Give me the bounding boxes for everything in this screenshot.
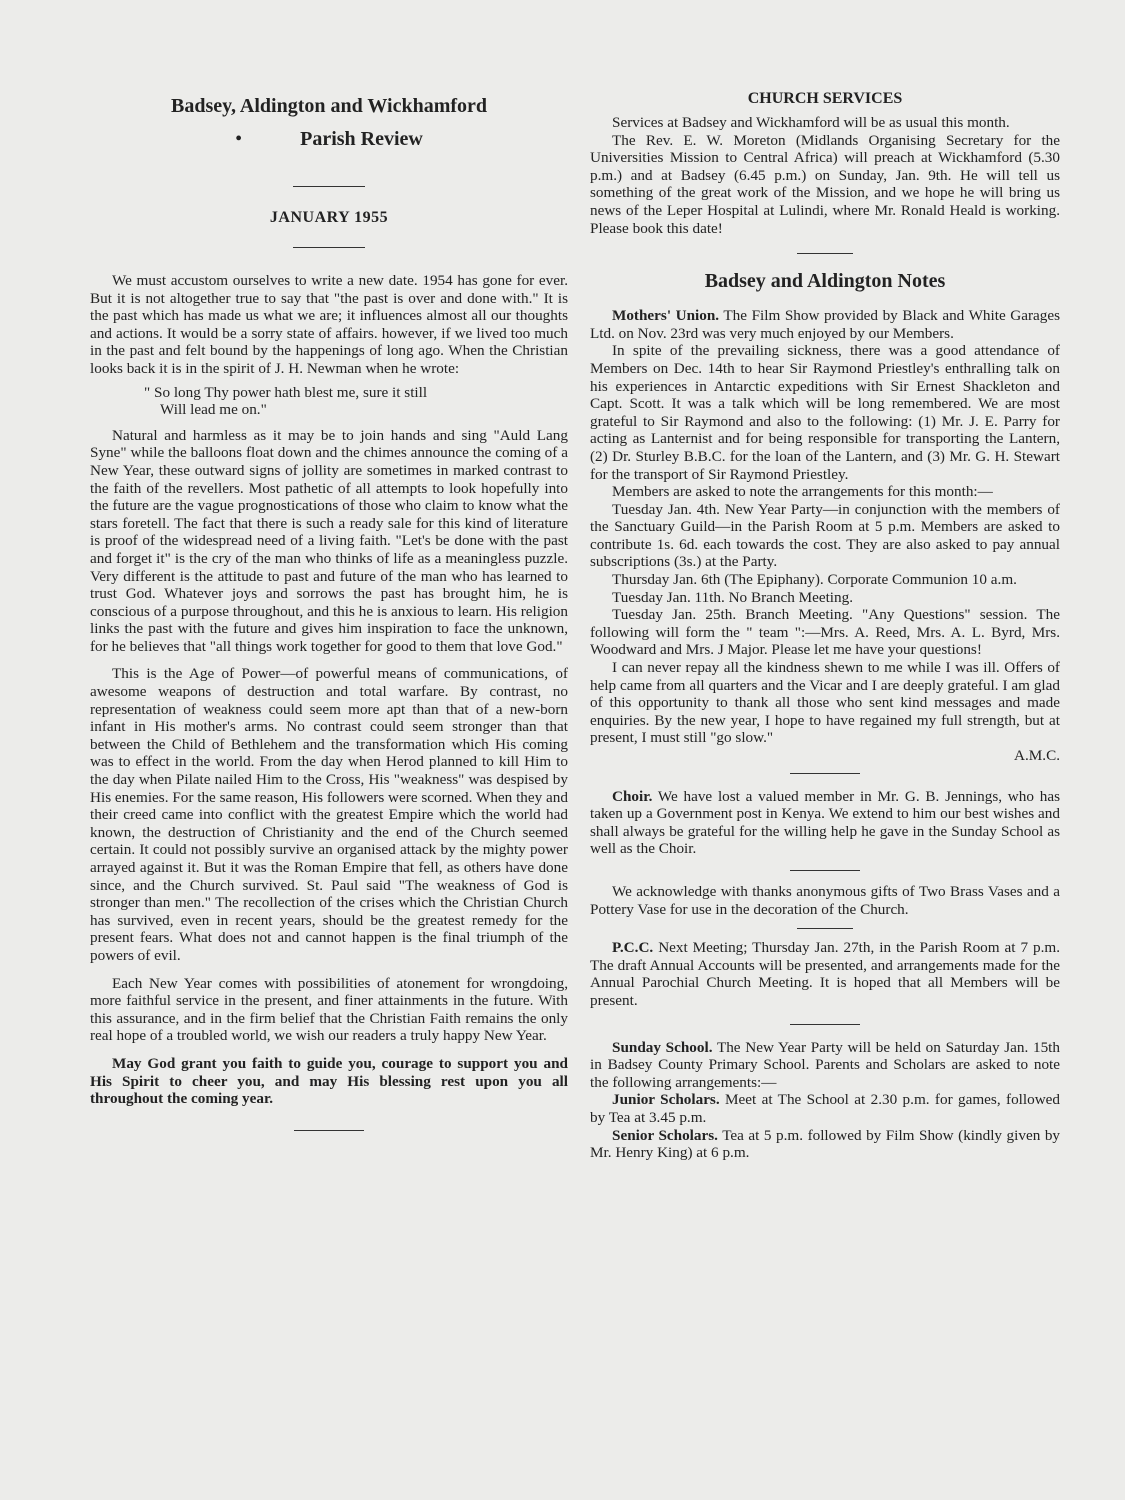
- editorial-paragraph-2: Natural and harmless as it may be to join hands and sing "Auld Lang Syne" while the balloons float down and the chimes announce the coming of a New Year, these outward signs of jollity are sometimes in marked contrast to the faith of the revellers. Most pathetic of all attempts to look hopefully into the future are the vague prognostications of those who claim to know what the stars foretell. The fact that there is such a ready sale for this kind of literature is proof of the widespread need of a living faith. "Let's be done with the past and forget it" is the cry of the man who thinks of life as a meaningless puzzle. Very different is the attitude to past and future of the man who has learned to trust God. Whatever joys and sorrows the past has brought him, he is conscious of a purpose throughout, and this he is anxious to learn. His religion links the past with the future and gives him inspiration to face the unknown, for he believes that "all things work together for good to them that love God.": [90, 426, 568, 655]
- divider: [797, 928, 853, 929]
- editorial-paragraph-3: This is the Age of Power—of powerful means of communications, of awesome weapons of destruction and total warfare. By contrast, no representation of weakness could seem more apt than that of a new-born infant in His mother's arms. No contrast could seem stronger than that between the Child of Bethlehem and the transformation which His coming was to effect in the world. From the day when Herod planned to kill Him to the day when Pilate nailed Him to the Cross, His "weakness" was despised by His enemies. For the same reason, His followers were scorned. When they and their creed came into conflict with the greatest Empire which the world had known, the destruction of Christianity and the end of the Church seemed certain. It could not possibly survive an organised attack by the mighty power arrayed against it. But it was the Roman Empire that fell, as others have done since, and the Church survived. St. Paul said "The weakness of God is stronger than men." The recollection of the crises which the Christian Church has survived, even in recent years, should be the greatest remedy for the present fears. What does not and cannot happen is the final triumph of the powers of evil.: [90, 665, 568, 964]
- mothers-union-talk: In spite of the prevailing sickness, there was a good attendance of Members on Dec. 14th to hear Sir Raymond Priestley's enthralling talk on his experiences in Antarctic expeditions with Sir Ernest Shackleton and Capt. Scott. It was a talk which will be long remembered. We are most grateful to Sir Raymond and also to the following: (1) Mr. J. E. Parry for acting as Lanternist and for being responsible for transporting the Lantern, (2) Dr. Sturley B.B.C. for the loan of the Lantern, and (3) Mr. G. H. Stewart for the transport of Sir Raymond Priestley.: [590, 342, 1060, 483]
- church-services-heading: CHURCH SERVICES: [747, 90, 903, 107]
- divider: [294, 1130, 364, 1131]
- closing-blessing: May God grant you faith to guide you, courage to support you and His Spirit to cheer you, and may His blessing rest upon you all throughout the coming year.: [90, 1054, 568, 1108]
- divider: [293, 247, 365, 248]
- mothers-union-jan11: Tuesday Jan. 11th. No Branch Meeting.: [612, 588, 854, 606]
- masthead-line-1: Badsey, Aldington and Wickhamford: [170, 95, 488, 117]
- divider: [293, 186, 365, 187]
- issue-date: JANUARY 1955: [269, 209, 389, 226]
- divider: [790, 1024, 860, 1025]
- mothers-union-arrangements: Members are asked to note the arrangements for this month:—: [612, 483, 993, 501]
- notes-heading: Badsey and Aldington Notes: [704, 270, 946, 293]
- mothers-union-jan4: Tuesday Jan. 4th. New Year Party—in conjunction with the members of the Sanctuary Guild—in the Parish Room at 5 p.m. Members are asked to contribute 1s. 6d. each towards the cost. They are also asked to pay annual subscriptions (3s.) at the Party.: [590, 500, 1060, 571]
- divider: [797, 253, 853, 254]
- junior-scholars-paragraph: Junior Scholars. Meet at The School at 2.30 p.m. for games, followed by Tea at 3.45 p.m.: [590, 1091, 1060, 1126]
- gifts-paragraph: We acknowledge with thanks anonymous gifts of Two Brass Vases and a Pottery Vase for use in the decoration of the Church.: [590, 882, 1060, 918]
- divider: [790, 870, 860, 871]
- right-column: [590, 90, 1060, 1162]
- editorial-paragraph-1: We must accustom ourselves to write a new date. 1954 has gone for ever. But it is not altogether true to say that "the past is over and done with." It is the past which has made us what we are; it influences almost all our thoughts and actions. It would be a sorry state of affairs. however, if we lived too much in the past and felt bound by the happenings of long ago. When the Christian looks back it is in the spirit of J. H. Newman when he wrote:: [90, 272, 568, 377]
- left-column: [90, 90, 568, 1131]
- choir-paragraph: Choir. We have lost a valued member in Mr. G. B. Jennings, who has taken up a Government post in Kenya. We extend to him our best wishes and shall always be grateful for the willing help he gave in the Sunday School as well as the Choir.: [590, 787, 1060, 858]
- newman-quote: " So long Thy power hath blest me, sure it still Will lead me on.": [144, 383, 428, 419]
- sunday-school-paragraph: Sunday School. The New Year Party will be held on Saturday Jan. 15th in Badsey County Primary School. Parents and Scholars are asked to note the following arrangements:—: [590, 1038, 1060, 1091]
- masthead-bullet: •: [235, 128, 243, 150]
- mothers-union-thanks: I can never repay all the kindness shewn to me while I was ill. Offers of help came from all quarters and the Vicar and I are deeply grateful. I am glad of this opportunity to thank all those who sent kind messages and made enquiries. By the new year, I hope to have regained my full strength, but at present, I must still "go slow.": [590, 659, 1060, 747]
- services-paragraph-2: The Rev. E. W. Moreton (Midlands Organising Secretary for the Universities Mission to Central Africa) will preach at Wickhamford (5.30 p.m.) and at Badsey (6.45 p.m.) on Sunday, Jan. 9th. He will tell us something of the great work of the Mission, and we hope he will bring us news of the Leper Hospital at Lulindi, where Mr. Ronald Heald is working. Please book this date!: [590, 131, 1060, 237]
- mothers-union-jan25: Tuesday Jan. 25th. Branch Meeting. "Any Questions" session. The following will form the " team ":—Mrs. A. Reed, Mrs. A. L. Byrd, Mrs. Woodward and Mrs. J Major. Please let me have your questions!: [590, 606, 1060, 659]
- editorial-paragraph-4: Each New Year comes with possibilities of atonement for wrongdoing, more faithful service in the present, and finer attainments in the future. With this assurance, and in the firm belief that the Christian Faith remains the only real hope of a troubled world, we wish our readers a truly happy New Year.: [90, 974, 568, 1045]
- senior-scholars-paragraph: Senior Scholars. Tea at 5 p.m. followed by Film Show (kindly given by Mr. Henry King) at 6 p.m.: [590, 1126, 1061, 1162]
- signature-initials: A.M.C.: [1014, 747, 1060, 764]
- mothers-union-paragraph: Mothers' Union. The Film Show provided by Black and White Garages Ltd. on Nov. 23rd was very much enjoyed by our Members.: [590, 307, 1061, 342]
- masthead-line-2: • Parish Review: [235, 128, 423, 150]
- services-paragraph-1: Services at Badsey and Wickhamford will be as usual this month.: [612, 114, 1010, 131]
- divider: [790, 773, 860, 774]
- pcc-paragraph: P.C.C. Next Meeting; Thursday Jan. 27th, in the Parish Room at 7 p.m. The draft Annual Accounts will be presented, and arrangements made for the Annual Parochial Church Meeting. It is hoped that all Members will be present.: [590, 939, 1061, 1009]
- mothers-union-jan6: Thursday Jan. 6th (The Epiphany). Corporate Communion 10 a.m.: [612, 571, 1017, 589]
